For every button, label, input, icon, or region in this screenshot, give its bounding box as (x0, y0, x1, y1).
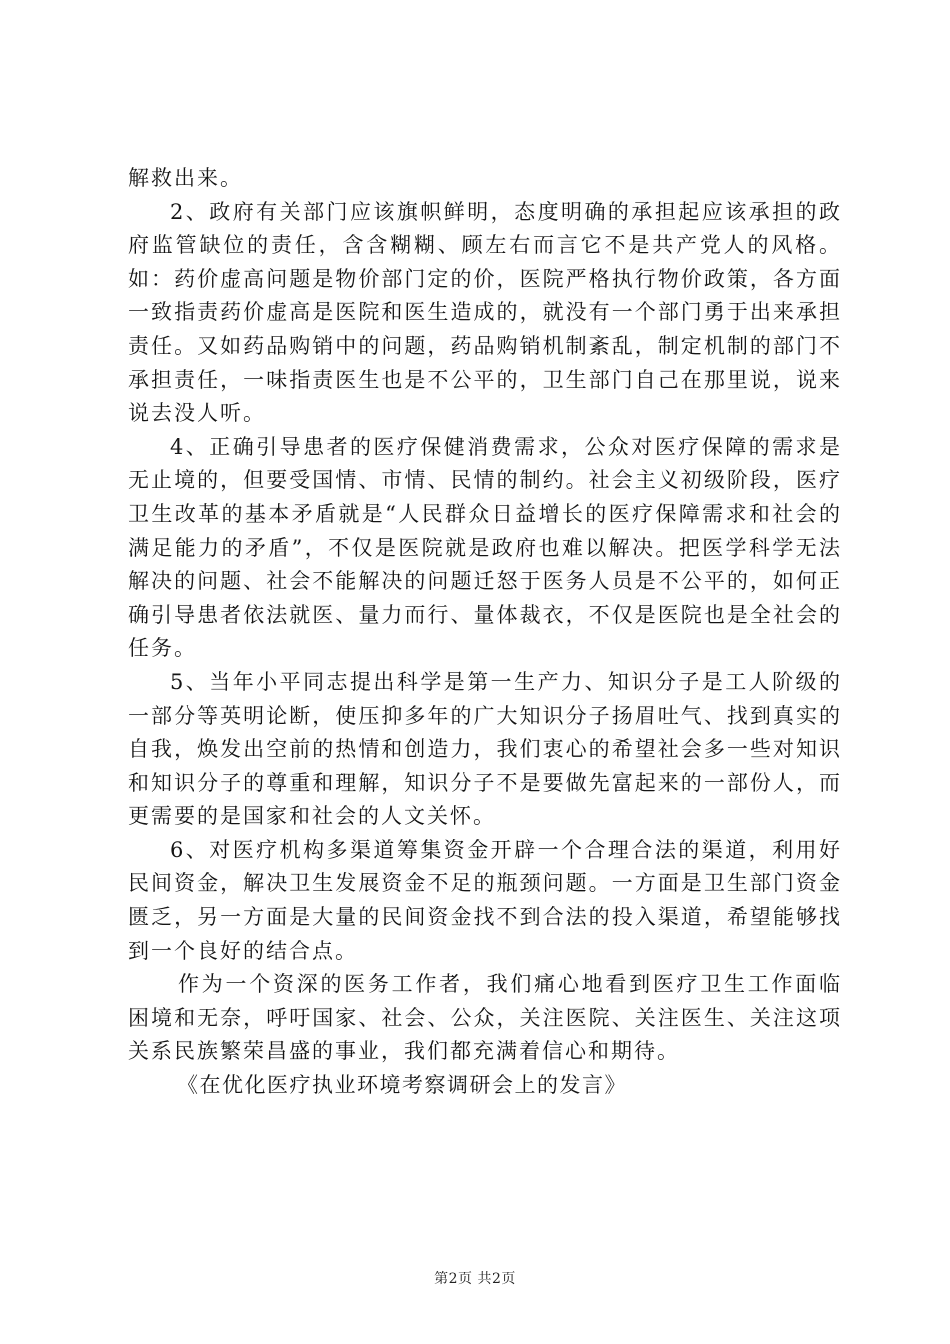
page-number-footer: 第2页 共2页 (434, 1271, 516, 1287)
document-title-reference: 《在优化医疗执业环境考察调研会上的发言》 (177, 1073, 627, 1098)
document-body (128, 162, 842, 1103)
paragraph-continuation: 解救出来。 (128, 166, 243, 190)
paragraph-item-2: 2、政府有关部门应该旗帜鲜明，态度明确的承担起应该承担的政府监管缺位的责任，含含糊糊、顾左右而言它不是共产党人的风格。如：药价虚高问题是物价部门定的价，医院严格执行物价政策，各方面一致指责药价虚高是医院和医生造成的，就没有一个部门勇于出来承担责任。又如药品购销中的问题，药品购销机制紊乱，制定机制的部门不承担责任，一味指责医生也是不公平的，卫生部门自己在那里说，说来说去没人听。 (128, 199, 842, 426)
paragraph-item-6: 6、对医疗机构多渠道筹集资金开辟一个合理合法的渠道，利用好民间资金，解决卫生发展资金不足的瓶颈问题。一方面是卫生部门资金匮乏，另一方面是大量的民间资金找不到合法的投入渠道，希望能够找到一个良好的结合点。 (128, 837, 842, 963)
paragraph-item-4: 4、正确引导患者的医疗保健消费需求，公众对医疗保障的需求是无止境的，但要受国情、市情、民情的制约。社会主义初级阶段，医疗卫生改革的基本矛盾就是“人民群众日益增长的医疗保障需求和社会的满足能力的矛盾”，不仅是医院就是政府也难以解决。把医学科学无法解决的问题、社会不能解决的问题迁怒于医务人员是不公平的，如何正确引导患者依法就医、量力而行、量体裁衣，不仅是医院也是全社会的任务。 (128, 434, 842, 661)
paragraph-item-5: 5、当年小平同志提出科学是第一生产力、知识分子是工人阶级的一部分等英明论断，使压抑多年的广大知识分子扬眉吐气、找到真实的自我，焕发出空前的热情和创造力，我们衷心的希望社会多一些对知识和知识分子的尊重和理解，知识分子不是要做先富起来的一部份人，而更需要的是国家和社会的人文关怀。 (128, 669, 842, 829)
paragraph-closing: 作为一个资深的医务工作者，我们痛心地看到医疗卫生工作面临困境和无奈，呼吁国家、社会、公众，关注医院、关注医生、关注这项关系民族繁荣昌盛的事业，我们都充满着信心和期待。 (128, 972, 842, 1064)
